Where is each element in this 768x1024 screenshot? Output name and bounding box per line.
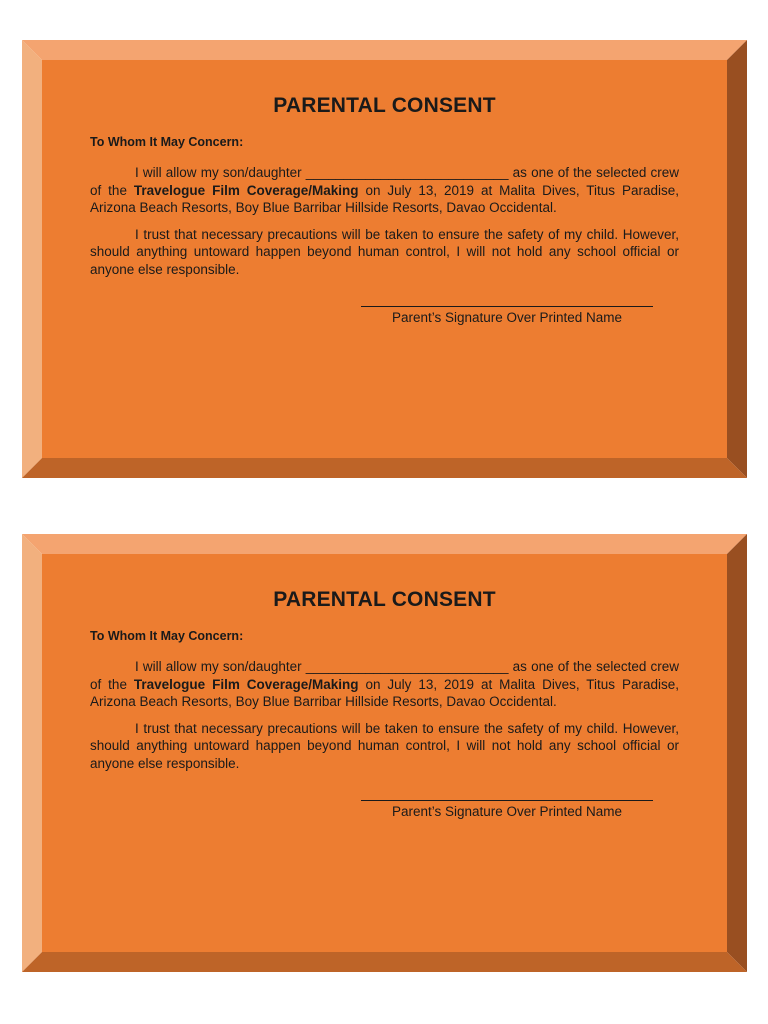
signature-block	[90, 794, 679, 834]
consent-paragraph-2: I trust that necessary precautions will be taken to ensure the safety of my child. However, should anything untoward happen beyond human control, I will not hold any school official or anyone else responsible.	[90, 226, 679, 277]
card-content	[42, 60, 727, 458]
paragraph-1-text-a: I will allow my son/daughter ___________________________ as one of the selected crew of the	[90, 659, 679, 692]
event-name: Travelogue Film Coverage/Making	[133, 182, 359, 198]
bevel-bottom	[22, 952, 747, 972]
paragraph-1-text-a: I will allow my son/daughter ___________________________ as one of the selected crew of the	[90, 165, 679, 198]
paragraph-1-text-b: on July 13, 2019 at Malita Dives, Titus Paradise, Arizona Beach Resorts, Boy Blue Barribar Hillside Resorts, Davao Occidental.	[90, 676, 679, 709]
bevel-right	[727, 40, 747, 478]
consent-card-1	[22, 40, 747, 478]
consent-paragraph-1	[90, 164, 679, 217]
salutation: To Whom It May Concern:	[90, 135, 244, 149]
salutation: To Whom It May Concern:	[90, 629, 244, 643]
form-title: PARENTAL CONSENT	[273, 94, 496, 117]
consent-paragraph-2: I trust that necessary precautions will be taken to ensure the safety of my child. However, should anything untoward happen beyond human control, I will not hold any school official or anyone else responsible.	[90, 720, 679, 771]
bevel-right	[727, 534, 747, 972]
signature-block	[90, 300, 679, 340]
signature-label: Parent’s Signature Over Printed Name	[391, 310, 623, 325]
consent-paragraph-1	[90, 658, 679, 711]
signature-line	[361, 800, 653, 801]
consent-card-2	[22, 534, 747, 972]
event-name: Travelogue Film Coverage/Making	[133, 676, 359, 692]
bevel-bottom	[22, 458, 747, 478]
bevel-top	[22, 534, 747, 554]
signature-line	[361, 306, 653, 307]
bevel-left	[22, 40, 42, 478]
paragraph-1-text-b: on July 13, 2019 at Malita Dives, Titus Paradise, Arizona Beach Resorts, Boy Blue Barribar Hillside Resorts, Davao Occidental.	[90, 182, 679, 215]
form-title: PARENTAL CONSENT	[273, 588, 496, 611]
card-content	[42, 554, 727, 952]
bevel-top	[22, 40, 747, 60]
bevel-left	[22, 534, 42, 972]
signature-label: Parent’s Signature Over Printed Name	[391, 804, 623, 819]
